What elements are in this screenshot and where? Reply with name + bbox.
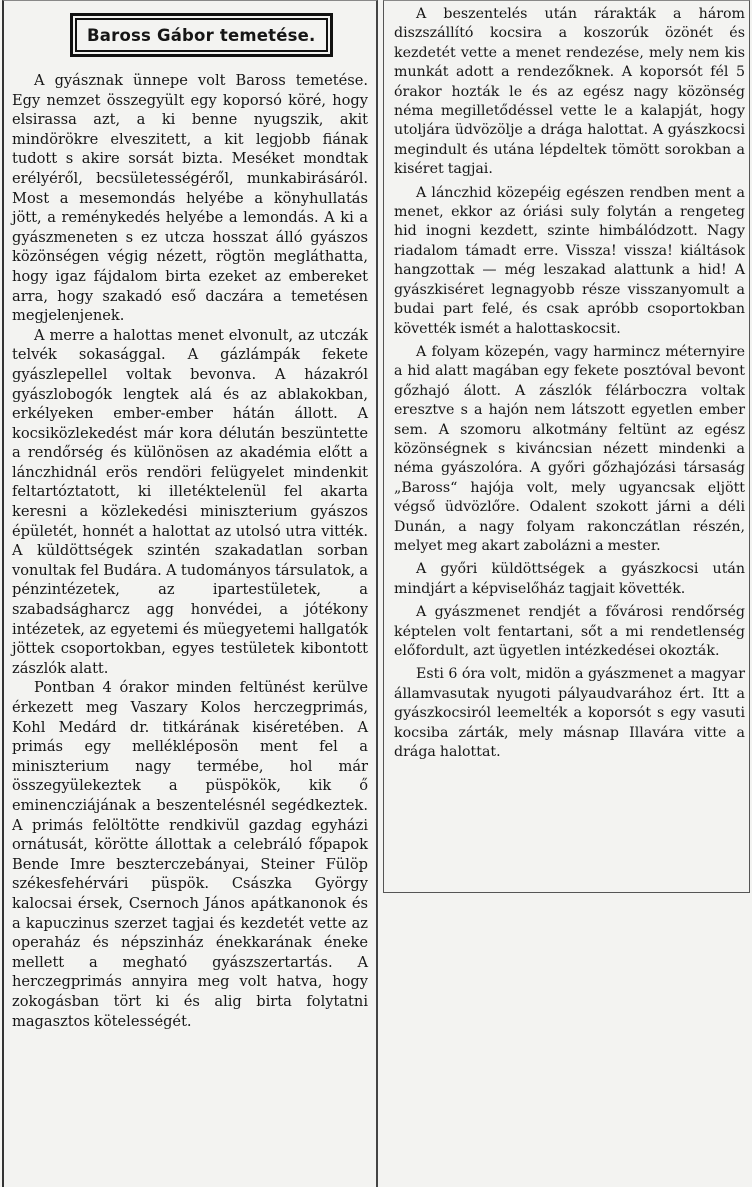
paragraph-procession-route: A merre a halottas menet elvonult, az utczák telvék sokasággal. A gázlámpák fekete gyászlepellel voltak bevonva. A házakról gyászlobogók lengtek alá és az ablakokban, erkélyeken ember-ember hátán állott. A kocsiközlekedést már kora délután beszüntette a rendőrség és különösen az akadémia előtt a lánczhidnál erös rendöri felügyelet mindenkit feltartóztatott, ki illetéktelenül fel akarta keresni a közlekedési miniszterium gyászos épületét, honnét a halottat az utolsó utra vitték. A küldöttségek szintén szakadatlan sorban vonultak fel Budára. A tudományos társulatok, a pénzintézetek, az ipartestületek, a szabadságharcz agg honvédei, a jótékony intézetek, az egyetemi és müegyetemi hallgatók jöttek csoportokban, egyes testületek kibontott zászlók alatt.: [12, 326, 368, 677]
paragraph-steamship: A folyam közepén, vagy harmincz méternyire a hid alatt magában egy fekete posztóval bevont gőzhajó álott. A zászlók félárboczra voltak eresztve s a hajón nem látszott egyetlen ember sem. A szomoru alkotmány feltünt az egész közönségnek s kiváncsian nézett mindenki a néma gyászolóra. A győri gőzhajózási társaság „Baross“ hajója volt, mely ugyancsak eljött végső üdvözlőre. Odalent szokott járni a déli Dunán, a nagy folyam rakonczátlan részén, melyet meg akart zabolázni a mester.: [394, 343, 745, 554]
paragraph-police: A gyászmenet rendjét a fővárosi rendőrség képtelen volt fentartani, sőt a mi rendetlenség előfordult, azt ügyetlen intézkedései okozták.: [394, 604, 745, 659]
paragraph-chain-bridge: A lánczhid közepéig egészen rendben ment a menet, ekkor az óriási suly folytán a rengeteg hid inogni kezdett, szinte himbálódzott. Nagy riadalom támadt erre. Vissza! vissza! kiáltások hangzottak — még leszakad alattunk a hid! A gyászkiséret legnagyobb része visszanyomult a budai part felé, és csak apróbb csoportokban követték ismét a halottaskocsit.: [394, 184, 745, 337]
headline-title: Baross Gábor temetése.: [75, 18, 328, 52]
paragraph-intro: A gyásznak ünnepe volt Baross temetése. Egy nemzet összegyült egy koporsó köré, hogy elsirassa azt, a ki benne nyugszik, akit mindörökre elveszitett, a kit legjobb fiának tudott s akire sorsát bizta. Meséket mondtak erélyéről, becsületességéről, munkabirásáról. Most a mesemondás helyébe a könyhullatás jött, a reménykedés helyébe a lemondás. A ki a gyászmeneten s ez utcza hosszat álló gyászos közönségen végig nézett, rögtön megláthatta, hogy igaz fájdalom birta ezeket az embereket arra, hogy szakadó eső daczára a temetésen megjelenjenek.: [12, 72, 368, 325]
headline-box: [70, 13, 333, 57]
paragraph-primate-arrival: Pontban 4 órakor minden feltünést kerülve érkezett meg Vaszary Kolos herczegprimás, Kohl Medárd dr. titkárának kiséretében. A primás egy mellékléposön ment fel a miniszterium nagy termébe, hol már összegyülekeztek a püspökök, kik ő eminencziájának a beszentelésnél segédkeztek. A primás felöltötte rendkivül gazdag egyházi ornátusát, körötte állottak a celebráló főpapok Bende Imre beszterczebányai, Steiner Fülöp székesfehérvári püspök. Császka György kalocsai érsek, Csernoch János apátkanonok és a kapuczinus szerzet tagjai és kezdetét vette az operaház és népszinház énekkarának éneke mellett a megható gyászszertartás. A herczegprimás annyira meg volt hatva, hogy zokogásban tört ki és alig birta folytatni magasztos kötelességét.: [12, 679, 368, 1030]
paragraph-blessing: A beszentelés után rárakták a három diszszállító kocsira a koszorúk özönét és kezdetét vette a menet rendezése, mely nem kis munkát adott a rendezőknek. A koporsót fél 5 órakor hozták le és az egész nagy közönség néma megilletődéssel vette le a kalapját, hogy utoljára üdvözölje a drága halottat. A gyászkocsi megindult és utána lépdeltek tömött sorokban a kiséret tagjai.: [394, 6, 745, 178]
left-column: [2, 0, 378, 1187]
paragraph-railway: Esti 6 óra volt, midön a gyászmenet a magyar államvasutak nyugoti pályaudvarához ért. Itt a gyászkocsiról leemelték a koporsót s egy vasuti kocsiba zárták, mely másnap Illavára vitte a drága halottat.: [394, 666, 745, 761]
paragraph-gyor-delegation: A győri küldöttségek a gyászkocsi után mindjárt a képviselőház tagjait követték.: [394, 561, 745, 597]
right-column: [383, 0, 750, 893]
